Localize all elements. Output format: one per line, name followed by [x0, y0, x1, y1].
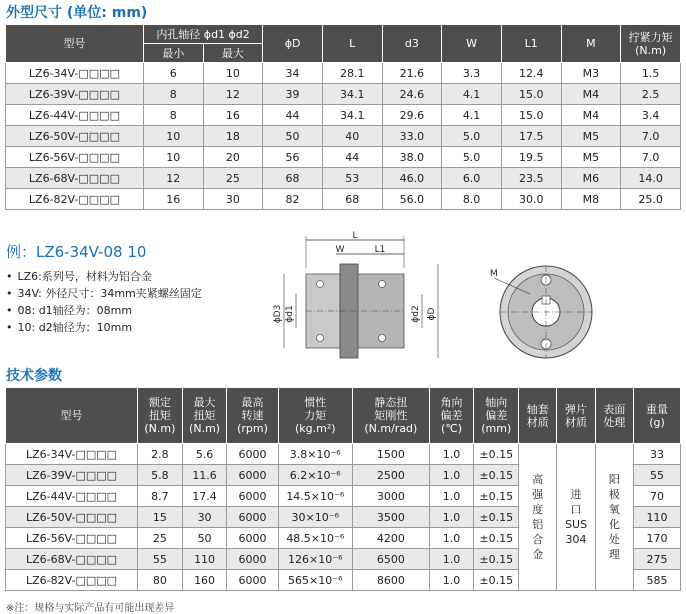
cell-axial: ±0.15 [474, 444, 519, 465]
cell-max: 160 [182, 570, 227, 591]
cell-min: 8 [143, 105, 203, 126]
example-item: • 10: d2轴径为：10mm [6, 319, 202, 336]
tech-header-inertia: 惯性 力矩 (kg.m²) [278, 388, 353, 444]
cell-L1: 15.0 [501, 105, 561, 126]
cell-rated: 2.8 [138, 444, 183, 465]
spring-material-cell: 进 口 SUS 304 [557, 444, 595, 591]
cell-speed: 6000 [227, 465, 278, 486]
label-W: W [335, 245, 345, 255]
table-row [6, 84, 681, 105]
header-bore-max: 最大 [203, 44, 263, 63]
cell-L: 68 [322, 189, 382, 210]
cell-W: 8.0 [442, 189, 502, 210]
header-torque: 拧紧力矩 (N.m) [621, 25, 681, 63]
table-row [6, 168, 681, 189]
cell-model: LZ6-44V-□□□□ [6, 486, 138, 507]
label-d2: ϕd2 [411, 305, 421, 323]
cell-weight: 70 [634, 486, 681, 507]
cell-axial: ±0.15 [474, 528, 519, 549]
cell-L1: 17.5 [501, 126, 561, 147]
cell-inertia: 30×10⁻⁶ [278, 507, 353, 528]
cell-angular: 1.0 [429, 549, 474, 570]
header-D: ϕD [263, 25, 323, 63]
example-item: • 08: d1轴径为：08mm [6, 302, 202, 319]
header-M: M [561, 25, 621, 63]
cell-max: 18 [203, 126, 263, 147]
cell-d3: 38.0 [382, 147, 442, 168]
cell-rated: 55 [138, 549, 183, 570]
cell-D: 39 [263, 84, 323, 105]
header-d3: d3 [382, 25, 442, 63]
cell-d3: 33.0 [382, 126, 442, 147]
cell-rated: 80 [138, 570, 183, 591]
cell-max: 110 [182, 549, 227, 570]
cell-W: 4.1 [442, 105, 502, 126]
tech-table [5, 387, 681, 591]
dimensions-table [5, 24, 681, 210]
cell-speed: 6000 [227, 507, 278, 528]
cell-M: M4 [561, 105, 621, 126]
cell-W: 3.3 [442, 63, 502, 84]
label-L1: L1 [374, 245, 386, 255]
cell-min: 8 [143, 84, 203, 105]
cell-torque: 7.0 [621, 126, 681, 147]
cell-min: 10 [143, 126, 203, 147]
cell-stiffness: 6500 [353, 549, 430, 570]
cell-inertia: 565×10⁻⁶ [278, 570, 353, 591]
header-L1: L1 [501, 25, 561, 63]
cell-angular: 1.0 [429, 507, 474, 528]
cell-inertia: 6.2×10⁻⁶ [278, 465, 353, 486]
tech-header-axial: 轴向 偏差 (mm) [474, 388, 519, 444]
cell-rated: 25 [138, 528, 183, 549]
cell-max: 30 [182, 507, 227, 528]
cell-torque: 7.0 [621, 147, 681, 168]
label-d1: ϕd1 [285, 305, 295, 323]
tech-title: 技术参数 [6, 368, 62, 384]
cell-axial: ±0.15 [474, 549, 519, 570]
cell-D: 82 [263, 189, 323, 210]
tech-header-surface: 表面 处理 [595, 388, 633, 444]
cell-speed: 6000 [227, 570, 278, 591]
cell-min: 10 [143, 147, 203, 168]
cell-inertia: 14.5×10⁻⁶ [278, 486, 353, 507]
cell-L1: 12.4 [501, 63, 561, 84]
cell-M: M4 [561, 84, 621, 105]
cell-weight: 55 [634, 465, 681, 486]
cell-L: 28.1 [322, 63, 382, 84]
cell-model: LZ6-56V-□□□□ [6, 528, 138, 549]
tech-header-stiffness: 静态扭 矩刚性 (N.m/rad) [353, 388, 430, 444]
example-title: 例：LZ6-34V-08 10 [6, 243, 147, 261]
cell-L: 34.1 [322, 84, 382, 105]
hub-material-cell: 高 强 度 铝 合 金 [519, 444, 557, 591]
cell-W: 5.0 [442, 126, 502, 147]
cell-W: 4.1 [442, 84, 502, 105]
cell-inertia: 3.8×10⁻⁶ [278, 444, 353, 465]
cell-model: LZ6-34V-□□□□ [6, 63, 144, 84]
cell-max: 17.4 [182, 486, 227, 507]
cell-inertia: 126×10⁻⁶ [278, 549, 353, 570]
coupling-end-view [486, 262, 596, 362]
cell-angular: 1.0 [429, 570, 474, 591]
cell-axial: ±0.15 [474, 507, 519, 528]
cell-model: LZ6-82V-□□□□ [6, 570, 138, 591]
cell-model: LZ6-50V-□□□□ [6, 507, 138, 528]
cell-stiffness: 1500 [353, 444, 430, 465]
cell-L1: 23.5 [501, 168, 561, 189]
tech-header-speed: 最高 转速 (rpm) [227, 388, 278, 444]
cell-torque: 1.5 [621, 63, 681, 84]
cell-model: LZ6-68V-□□□□ [6, 549, 138, 570]
table-row [6, 444, 681, 465]
example-item: • 34V: 外径尺寸：34mm夹紧螺丝固定 [6, 285, 202, 302]
cell-axial: ±0.15 [474, 465, 519, 486]
cell-d3: 56.0 [382, 189, 442, 210]
cell-torque: 3.4 [621, 105, 681, 126]
cell-model: LZ6-34V-□□□□ [6, 444, 138, 465]
tech-header-max: 最大 扭矩 (N.m) [182, 388, 227, 444]
header-bore: 内孔轴径 ϕd1 ϕd2 [143, 25, 262, 44]
cell-max: 50 [182, 528, 227, 549]
cell-speed: 6000 [227, 486, 278, 507]
cell-speed: 6000 [227, 549, 278, 570]
cell-M: M5 [561, 147, 621, 168]
cell-max: 12 [203, 84, 263, 105]
table-row [6, 147, 681, 168]
footnote: ※注：规格与实际产品有可能出现差异 [6, 603, 175, 614]
cell-min: 16 [143, 189, 203, 210]
cell-max: 20 [203, 147, 263, 168]
cell-torque: 25.0 [621, 189, 681, 210]
cell-D: 56 [263, 147, 323, 168]
example-list [6, 268, 202, 336]
cell-M: M3 [561, 63, 621, 84]
cell-M: M8 [561, 189, 621, 210]
cell-angular: 1.0 [429, 465, 474, 486]
coupling-drawing [262, 228, 492, 363]
cell-weight: 585 [634, 570, 681, 591]
cell-stiffness: 3000 [353, 486, 430, 507]
cell-model: LZ6-68V-□□□□ [6, 168, 144, 189]
tech-header-rated: 额定 扭矩 (N.m) [138, 388, 183, 444]
cell-L: 44 [322, 147, 382, 168]
tech-header-model: 型号 [6, 388, 138, 444]
cell-max: 30 [203, 189, 263, 210]
cell-W: 6.0 [442, 168, 502, 189]
cell-speed: 6000 [227, 528, 278, 549]
cell-L: 53 [322, 168, 382, 189]
cell-M: M6 [561, 168, 621, 189]
label-L: L [352, 231, 358, 241]
cell-D: 34 [263, 63, 323, 84]
cell-W: 5.0 [442, 147, 502, 168]
cell-model: LZ6-39V-□□□□ [6, 465, 138, 486]
surface-treatment-cell: 阳 极 氧 化 处 理 [595, 444, 633, 591]
cell-speed: 6000 [227, 444, 278, 465]
header-model: 型号 [6, 25, 144, 63]
cell-torque: 14.0 [621, 168, 681, 189]
cell-model: LZ6-44V-□□□□ [6, 105, 144, 126]
header-W: W [442, 25, 502, 63]
cell-rated: 8.7 [138, 486, 183, 507]
cell-stiffness: 3500 [353, 507, 430, 528]
cell-d3: 24.6 [382, 84, 442, 105]
cell-model: LZ6-82V-□□□□ [6, 189, 144, 210]
cell-model: LZ6-50V-□□□□ [6, 126, 144, 147]
cell-weight: 275 [634, 549, 681, 570]
table-row [6, 63, 681, 84]
cell-L1: 15.0 [501, 84, 561, 105]
example-block [6, 241, 202, 336]
table-row [6, 126, 681, 147]
cell-weight: 33 [634, 444, 681, 465]
cell-D: 50 [263, 126, 323, 147]
header-bore-min: 最小 [143, 44, 203, 63]
cell-L: 34.1 [322, 105, 382, 126]
tech-header-spring: 弹片 材质 [557, 388, 595, 444]
label-M: M [490, 269, 498, 279]
cell-L1: 19.5 [501, 147, 561, 168]
cell-weight: 170 [634, 528, 681, 549]
cell-axial: ±0.15 [474, 570, 519, 591]
cell-L: 40 [322, 126, 382, 147]
cell-stiffness: 2500 [353, 465, 430, 486]
cell-max: 5.6 [182, 444, 227, 465]
tech-header-hub: 轴套 材质 [519, 388, 557, 444]
cell-min: 12 [143, 168, 203, 189]
example-item: • LZ6:系列号，材料为铝合金 [6, 268, 202, 285]
cell-rated: 5.8 [138, 465, 183, 486]
cell-model: LZ6-56V-□□□□ [6, 147, 144, 168]
cell-max: 11.6 [182, 465, 227, 486]
cell-max: 25 [203, 168, 263, 189]
cell-D: 68 [263, 168, 323, 189]
dimensions-title: 外型尺寸 (单位: mm) [6, 5, 148, 21]
cell-d3: 29.6 [382, 105, 442, 126]
cell-M: M5 [561, 126, 621, 147]
cell-stiffness: 8600 [353, 570, 430, 591]
cell-model: LZ6-39V-□□□□ [6, 84, 144, 105]
cell-rated: 15 [138, 507, 183, 528]
cell-D: 44 [263, 105, 323, 126]
cell-min: 6 [143, 63, 203, 84]
table-row [6, 105, 681, 126]
cell-angular: 1.0 [429, 528, 474, 549]
header-L: L [322, 25, 382, 63]
cell-L1: 30.0 [501, 189, 561, 210]
cell-d3: 21.6 [382, 63, 442, 84]
cell-max: 10 [203, 63, 263, 84]
cell-angular: 1.0 [429, 444, 474, 465]
cell-max: 16 [203, 105, 263, 126]
table-row [6, 189, 681, 210]
label-D3: ϕD3 [273, 304, 283, 324]
label-D: ϕD [427, 307, 437, 321]
tech-header-weight: 重量 (g) [634, 388, 681, 444]
cell-d3: 46.0 [382, 168, 442, 189]
cell-torque: 2.5 [621, 84, 681, 105]
cell-angular: 1.0 [429, 486, 474, 507]
cell-axial: ±0.15 [474, 486, 519, 507]
cell-inertia: 48.5×10⁻⁶ [278, 528, 353, 549]
cell-weight: 110 [634, 507, 681, 528]
cell-stiffness: 4200 [353, 528, 430, 549]
tech-header-angular: 角向 偏差 (℃) [429, 388, 474, 444]
